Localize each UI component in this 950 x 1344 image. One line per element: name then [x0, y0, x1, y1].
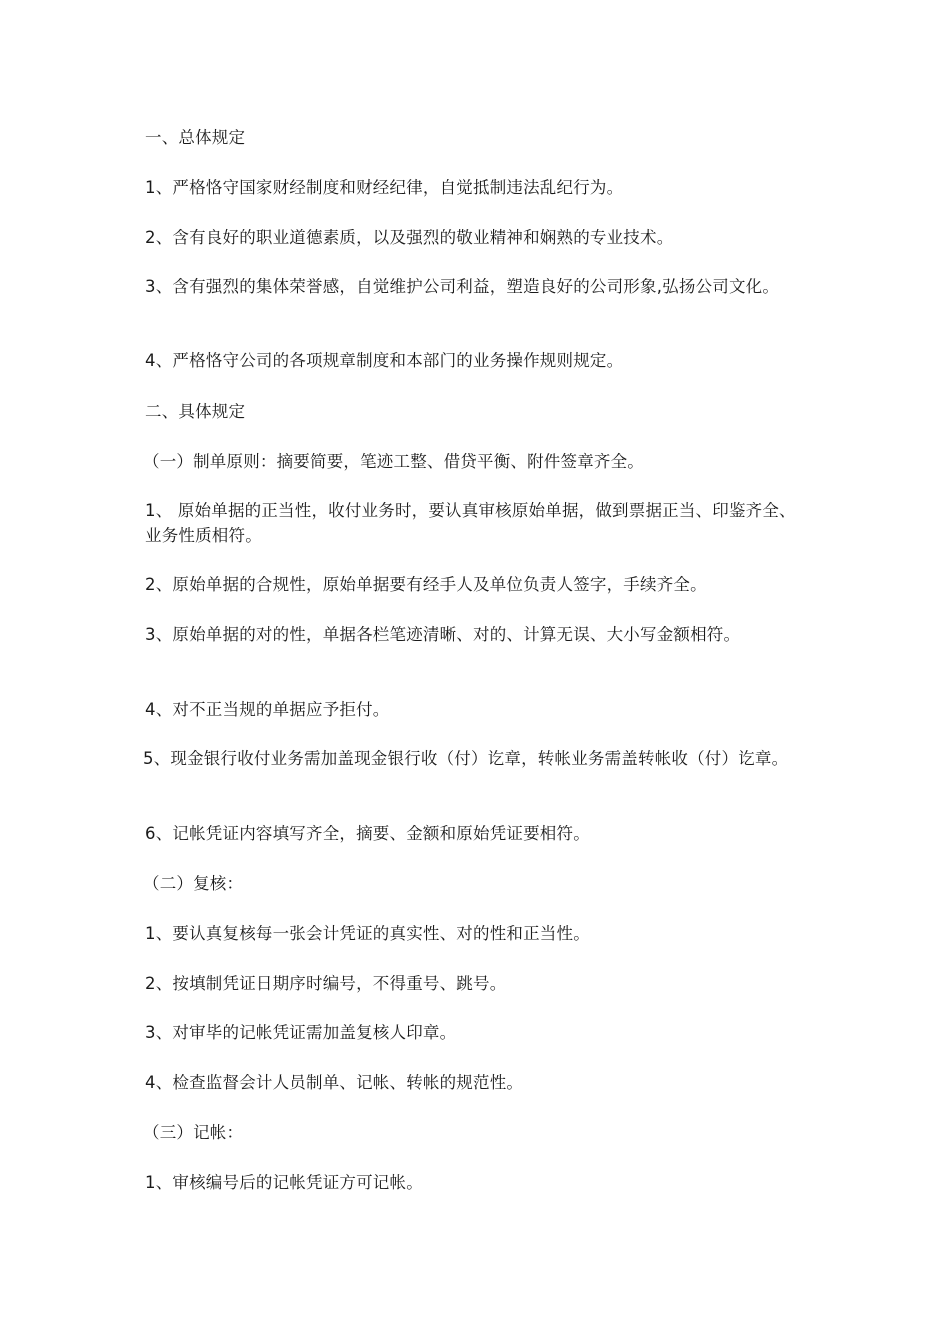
- paragraph: 2、按填制凭证日期序时编号，不得重号、跳号。: [145, 974, 507, 993]
- paragraph: 1、要认真复核每一张会计凭证的真实性、对的性和正当性。: [145, 924, 590, 943]
- paragraph: 4、严格恪守公司的各项规章制度和本部门的业务操作规则规定。: [145, 351, 624, 370]
- paragraph: 2、原始单据的合规性，原始单据要有经手人及单位负责人签字，手续齐全。: [145, 575, 707, 594]
- paragraph: 2、含有良好的职业道德素质，以及强烈的敬业精神和娴熟的专业技术。: [145, 228, 674, 247]
- paragraph: 1、严格恪守国家财经制度和财经纪律，自觉抵制违法乱纪行为。: [145, 178, 624, 197]
- paragraph: 3、对审毕的记帐凭证需加盖复核人印章。: [145, 1023, 457, 1042]
- paragraph: 6、记帐凭证内容填写齐全，摘要、金额和原始凭证要相符。: [145, 824, 590, 843]
- paragraph: 3、含有强烈的集体荣誉感，自觉维护公司利益，塑造良好的公司形象,弘扬公司文化。: [145, 277, 780, 296]
- section-heading-general: 一、总体规定: [145, 128, 246, 147]
- paragraph: 1、 原始单据的正当性，收付业务时，要认真审核原始单据，做到票据正当、印鉴齐全、业务性质相符。: [145, 501, 796, 545]
- section-heading-specific: 二、具体规定: [145, 402, 246, 421]
- subsection-heading: （三）记帐：: [143, 1123, 244, 1142]
- paragraph: 3、原始单据的对的性，单据各栏笔迹清晰、对的、计算无误、大小写金额相符。: [145, 625, 741, 644]
- paragraph: 4、检查监督会计人员制单、记帐、转帐的规范性。: [145, 1073, 524, 1092]
- paragraph: 4、对不正当规的单据应予拒付。: [145, 700, 390, 719]
- paragraph: 1、审核编号后的记帐凭证方可记帐。: [145, 1173, 423, 1192]
- paragraph: 5、现金银行收付业务需加盖现金银行收（付）讫章，转帐业务需盖转帐收（付）讫章。: [143, 749, 789, 768]
- subsection-heading: （二）复核：: [143, 874, 244, 893]
- subsection-heading: （一）制单原则：摘要简要，笔迹工整、借贷平衡、附件签章齐全。: [143, 452, 644, 471]
